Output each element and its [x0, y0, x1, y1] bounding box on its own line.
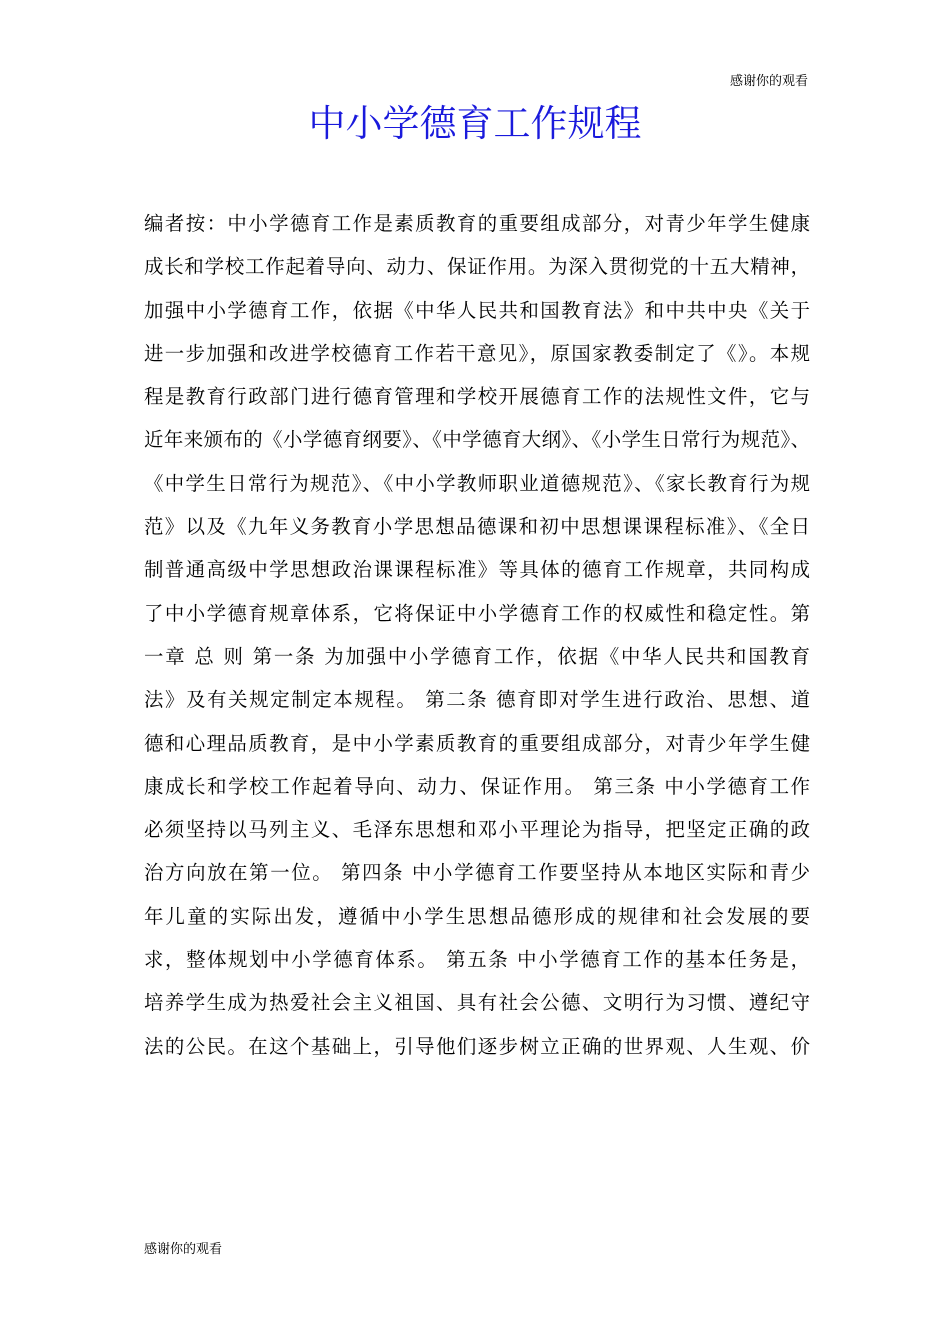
body-line: 范》以及《九年义务教育小学思想品德课和初中思想课课程标准》、《全日 — [144, 515, 810, 539]
body-line: 进一步加强和改进学校德育工作若干意见》，原国家教委制定了《》。本规 — [144, 341, 810, 365]
body-line: 加强中小学德育工作，依据《中华人民共和国教育法》和中共中央《关于 — [144, 298, 810, 322]
document-body — [144, 202, 810, 1068]
document-title: 中小学德育工作规程 — [308, 102, 642, 145]
body-line: 成长和学校工作起着导向、动力、保证作用。为深入贯彻党的十五大精神， — [144, 255, 810, 279]
body-line: 了中小学德育规章体系，它将保证中小学德育工作的权威性和稳定性。第 — [144, 601, 810, 625]
body-line: 《中学生日常行为规范》、《中小学教师职业道德规范》、《家长教育行为规 — [144, 471, 810, 495]
body-line: 康成长和学校工作起着导向、动力、保证作用。 第三条 中小学德育工作 — [144, 774, 810, 798]
body-line: 制普通高级中学思想政治课课程标准》等具体的德育工作规章，共同构成 — [144, 558, 810, 582]
page-header-note: 感谢你的观看 — [729, 74, 808, 89]
body-line: 程是教育行政部门进行德育管理和学校开展德育工作的法规性文件，它与 — [144, 385, 810, 409]
body-line: 治方向放在第一位。 第四条 中小学德育工作要坚持从本地区实际和青少 — [144, 861, 810, 885]
body-line: 德和心理品质教育，是中小学素质教育的重要组成部分，对青少年学生健 — [144, 731, 810, 755]
body-line: 培养学生成为热爱社会主义祖国、具有社会公德、文明行为习惯、遵纪守 — [144, 991, 810, 1015]
body-line: 求，整体规划中小学德育体系。 第五条 中小学德育工作的基本任务是， — [144, 948, 810, 972]
body-line: 法的公民。在这个基础上，引导他们逐步树立正确的世界观、人生观、价 — [144, 1034, 810, 1058]
body-line: 法》及有关规定制定本规程。 第二条 德育即对学生进行政治、思想、道 — [144, 688, 810, 712]
body-line: 必须坚持以马列主义、毛泽东思想和邓小平理论为指导，把坚定正确的政 — [144, 818, 810, 842]
page-footer-note: 感谢你的观看 — [144, 1242, 223, 1257]
body-line: 近年来颁布的《小学德育纲要》、《中学德育大纲》、《小学生日常行为规范》、 — [144, 428, 810, 452]
body-line: 年儿童的实际出发，遵循中小学生思想品德形成的规律和社会发展的要 — [144, 904, 810, 928]
body-line: 编者按：中小学德育工作是素质教育的重要组成部分，对青少年学生健康 — [144, 212, 810, 235]
body-line: 一章 总 则 第一条 为加强中小学德育工作，依据《中华人民共和国教育 — [144, 644, 810, 668]
